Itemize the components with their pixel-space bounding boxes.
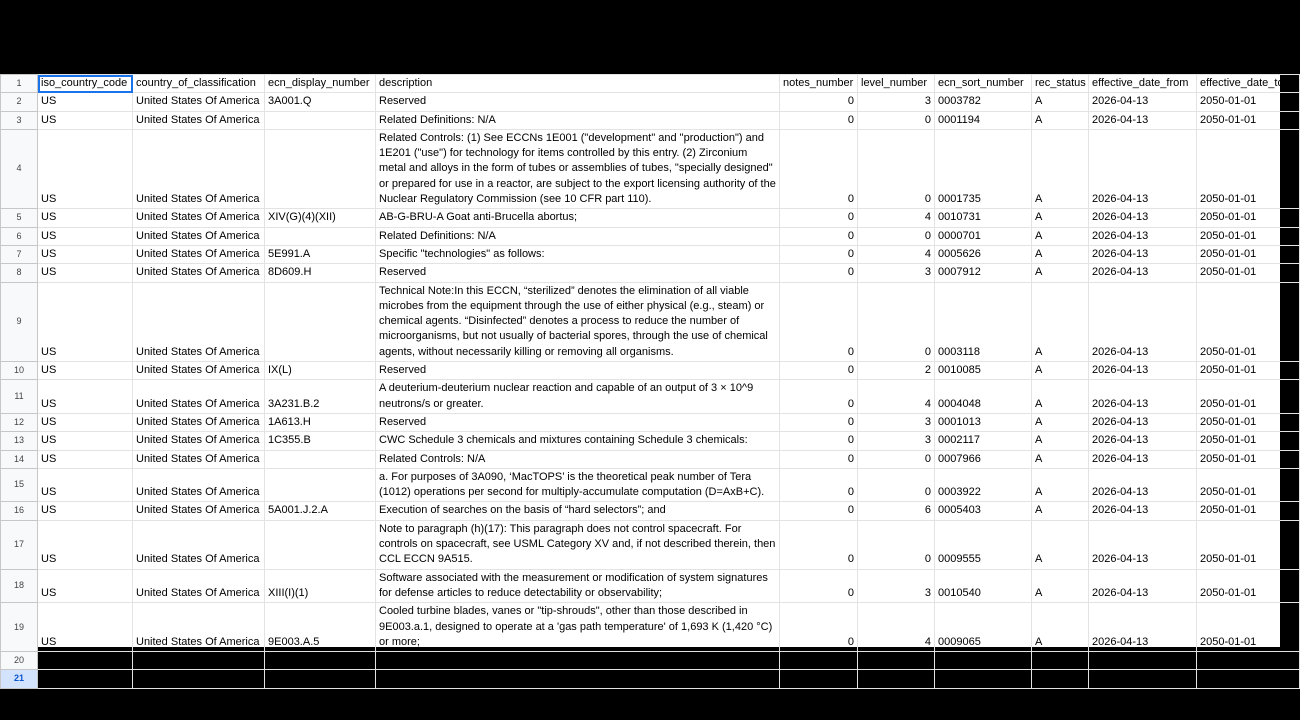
cell-notes-number[interactable]: 0 (780, 264, 858, 282)
cell-description[interactable]: Reserved (376, 652, 780, 670)
cell-level-number[interactable]: 0 (858, 450, 935, 468)
cell-country-of-classification[interactable]: United States Of America (133, 520, 265, 569)
cell-level-number[interactable]: 6 (858, 502, 935, 520)
cell-country-of-classification[interactable]: United States Of America (133, 209, 265, 227)
cell-ecn-sort-number[interactable]: 0001735 (935, 129, 1032, 208)
cell-effective-date-to[interactable]: 2050-01-01 (1197, 603, 1300, 652)
table-row (1, 569, 1300, 603)
cell-iso-country-code[interactable]: US (38, 502, 133, 520)
data-table (0, 74, 1300, 689)
cell-notes-number[interactable]: 0 (780, 129, 858, 208)
cell-description[interactable]: Related Definitions: N/A (376, 111, 780, 129)
cell-notes-number[interactable]: 0 (780, 282, 858, 361)
cell-effective-date-to[interactable]: 2050-01-01 (1197, 502, 1300, 520)
table-row (1, 111, 1300, 129)
cell-ecn-display-number[interactable]: 3A001.Q (265, 93, 376, 111)
cell-level-number[interactable]: 0 (858, 129, 935, 208)
header-cell[interactable]: ecn_sort_number (935, 75, 1032, 93)
cell-notes-number[interactable]: 0 (780, 245, 858, 263)
row-header[interactable]: 2 (1, 93, 38, 111)
row-header[interactable]: 15 (1, 468, 38, 502)
cell-ecn-display-number[interactable]: 1A613.H (265, 413, 376, 431)
cell-effective-date-from[interactable]: 2026-04-13 (1089, 111, 1197, 129)
cell-ecn-display-number[interactable]: 1B608.H (265, 652, 376, 670)
cell-ecn-display-number[interactable] (265, 450, 376, 468)
cell-effective-date-to[interactable]: 2050-01-01 (1197, 520, 1300, 569)
cell-iso-country-code[interactable]: US (38, 468, 133, 502)
header-row (1, 75, 1300, 93)
cell-notes-number[interactable]: 0 (780, 227, 858, 245)
cell-level-number[interactable]: 0 (858, 111, 935, 129)
table-row (1, 603, 1300, 652)
cell-effective-date-to[interactable]: 2050-01-01 (1197, 245, 1300, 263)
header-cell[interactable]: effective_date_to (1197, 75, 1300, 93)
table-row (1, 502, 1300, 520)
cell-rec-status[interactable]: A (1032, 502, 1089, 520)
cell-level-number[interactable]: 4 (858, 245, 935, 263)
cell-ecn-sort-number[interactable]: 0001013 (935, 413, 1032, 431)
cell-notes-number[interactable]: 0 (780, 413, 858, 431)
cell-notes-number[interactable]: 0 (780, 450, 858, 468)
header-cell[interactable]: iso_country_code (38, 75, 133, 93)
cell-iso-country-code[interactable]: US (38, 209, 133, 227)
cell-effective-date-from[interactable]: 2026-04-13 (1089, 380, 1197, 414)
cell-rec-status[interactable]: A (1032, 569, 1089, 603)
cell-ecn-display-number[interactable]: IX(L) (265, 362, 376, 380)
cell-ecn-sort-number[interactable]: 0010731 (935, 209, 1032, 227)
table-row (1, 380, 1300, 414)
cell-iso-country-code[interactable]: US (38, 670, 133, 688)
cell-country-of-classification[interactable]: United States Of America (133, 450, 265, 468)
cell-description[interactable]: Related Controls: (1) See ECCNs 1E001 ("development" and "production") and 1E201 ("use") for technology for items controlled by this entry. (2) Zirconium metal and alloys in the form of tubes or assemblies of tubes, "specially designed" or prepared for use in a reactor, are subject to the export licensing authority of the Nuclear Regulatory Commission (see 10 CFR part 110). (376, 129, 780, 208)
cell-effective-date-to[interactable]: 2050-01-01 (1197, 380, 1300, 414)
cell-level-number[interactable]: 6 (858, 670, 935, 688)
cell-ecn-sort-number[interactable]: 0010540 (935, 569, 1032, 603)
cell-ecn-sort-number[interactable]: 0005626 (935, 245, 1032, 263)
cell-description[interactable]: Cooled turbine blades, vanes or "tip-shrouds", other than those described in 9E003.a.1, designed to operate at a 'gas path temperature' of 1,693 K (1,420 °C) or more; (376, 603, 780, 652)
cell-rec-status[interactable]: A (1032, 520, 1089, 569)
cell-effective-date-from[interactable]: 2026-04-13 (1089, 129, 1197, 208)
cell-ecn-display-number[interactable]: 5E991.A (265, 245, 376, 263)
row-header[interactable]: 7 (1, 245, 38, 263)
cell-notes-number[interactable]: 0 (780, 93, 858, 111)
row-header[interactable]: 11 (1, 380, 38, 414)
cell-ecn-sort-number[interactable]: 0007912 (935, 264, 1032, 282)
cell-description[interactable]: Related Definitions: N/A (376, 227, 780, 245)
cell-rec-status[interactable]: A (1032, 227, 1089, 245)
cell-effective-date-to[interactable]: 2050-01-01 (1197, 432, 1300, 450)
cell-rec-status[interactable]: A (1032, 670, 1089, 688)
cell-ecn-display-number[interactable]: XIII(I)(1) (265, 569, 376, 603)
cell-effective-date-to[interactable]: 2050-01-01 (1197, 93, 1300, 111)
cell-country-of-classification[interactable]: United States Of America (133, 362, 265, 380)
cell-iso-country-code[interactable]: US (38, 380, 133, 414)
cell-effective-date-to[interactable]: 2050-01-01 (1197, 670, 1300, 688)
cell-rec-status[interactable]: A (1032, 362, 1089, 380)
cell-country-of-classification[interactable]: United States Of America (133, 282, 265, 361)
cell-effective-date-from[interactable]: 2026-04-13 (1089, 569, 1197, 603)
cell-ecn-sort-number[interactable]: 0009555 (935, 520, 1032, 569)
cell-level-number[interactable]: 2 (858, 362, 935, 380)
cell-notes-number[interactable]: 0 (780, 432, 858, 450)
cell-iso-country-code[interactable]: US (38, 569, 133, 603)
row-header[interactable]: 19 (1, 603, 38, 652)
cell-effective-date-from[interactable]: 2026-04-13 (1089, 432, 1197, 450)
cell-description[interactable]: AB-G-BRU-A Goat anti-Brucella abortus; (376, 209, 780, 227)
cell-effective-date-from[interactable]: 2026-04-13 (1089, 264, 1197, 282)
cell-iso-country-code[interactable]: US (38, 111, 133, 129)
cell-rec-status[interactable]: A (1032, 603, 1089, 652)
header-cell[interactable]: effective_date_from (1089, 75, 1197, 93)
cell-level-number[interactable]: 3 (858, 264, 935, 282)
cell-effective-date-to[interactable]: 2050-01-01 (1197, 129, 1300, 208)
row-header[interactable]: 5 (1, 209, 38, 227)
table-row (1, 432, 1300, 450)
cell-ecn-display-number[interactable] (265, 282, 376, 361)
cell-effective-date-from[interactable]: 2026-04-13 (1089, 413, 1197, 431)
cell-level-number[interactable]: 0 (858, 468, 935, 502)
row-header[interactable]: 16 (1, 502, 38, 520)
cell-effective-date-from[interactable]: 2026-04-13 (1089, 670, 1197, 688)
cell-ecn-sort-number[interactable]: 0005403 (935, 502, 1032, 520)
cell-country-of-classification[interactable]: United States Of America (133, 245, 265, 263)
cell-notes-number[interactable]: 0 (780, 652, 858, 670)
cell-notes-number[interactable]: 0 (780, 111, 858, 129)
table-row (1, 264, 1300, 282)
header-cell[interactable]: level_number (858, 75, 935, 93)
cell-effective-date-to[interactable]: 2050-01-01 (1197, 652, 1300, 670)
table-row (1, 468, 1300, 502)
cell-effective-date-to[interactable]: 2050-01-01 (1197, 282, 1300, 361)
cell-level-number[interactable]: 0 (858, 227, 935, 245)
header-cell[interactable]: ecn_display_number (265, 75, 376, 93)
row-header[interactable]: 9 (1, 282, 38, 361)
cell-effective-date-from[interactable]: 2026-04-13 (1089, 502, 1197, 520)
cell-effective-date-from[interactable]: 2026-04-13 (1089, 245, 1197, 263)
cell-country-of-classification[interactable]: United States Of America (133, 129, 265, 208)
cell-ecn-display-number[interactable]: XIV(G)(4)(XII) (265, 209, 376, 227)
table-row (1, 413, 1300, 431)
cell-rec-status[interactable]: A (1032, 413, 1089, 431)
table-row (1, 93, 1300, 111)
cell-notes-number[interactable]: 0 (780, 569, 858, 603)
cell-level-number[interactable]: 3 (858, 652, 935, 670)
cell-country-of-classification[interactable]: United States Of America (133, 432, 265, 450)
cell-effective-date-from[interactable]: 2026-04-13 (1089, 362, 1197, 380)
row-header[interactable]: 4 (1, 129, 38, 208)
cell-notes-number[interactable]: 0 (780, 209, 858, 227)
cell-iso-country-code[interactable]: US (38, 129, 133, 208)
cell-description[interactable]: CWC Schedule 3 chemicals and mixtures containing Schedule 3 chemicals: (376, 432, 780, 450)
cell-ecn-sort-number[interactable]: 0004048 (935, 380, 1032, 414)
cell-rec-status[interactable]: A (1032, 282, 1089, 361)
cell-effective-date-to[interactable]: 2050-01-01 (1197, 468, 1300, 502)
cell-description[interactable]: Related Controls: N/A (376, 450, 780, 468)
cell-country-of-classification[interactable]: United States Of America (133, 569, 265, 603)
cell-description[interactable]: A deuterium-deuterium nuclear reaction and capable of an output of 3 × 10^9 neutrons/s or greater. (376, 380, 780, 414)
cell-country-of-classification[interactable]: United States Of America (133, 111, 265, 129)
cell-iso-country-code[interactable]: US (38, 603, 133, 652)
cell-ecn-display-number[interactable]: 1C355.B (265, 432, 376, 450)
cell-iso-country-code[interactable]: US (38, 362, 133, 380)
cell-ecn-display-number[interactable] (265, 111, 376, 129)
cell-ecn-sort-number[interactable]: 0007966 (935, 450, 1032, 468)
cell-effective-date-to[interactable]: 2050-01-01 (1197, 111, 1300, 129)
cell-description[interactable]: Technical Note:In this ECCN, “sterilized” denotes the elimination of all viable microbes from the equipment through the use of either physical (e.g., steam) or chemical agents. “Disinfected” denotes a process to reduce the number of microorganisms, but not usually of bacterial spores, through the use of chemical agents, without necessarily killing or removing all organisms. (376, 282, 780, 361)
cell-iso-country-code[interactable]: US (38, 652, 133, 670)
cell-effective-date-from[interactable]: 2026-04-13 (1089, 209, 1197, 227)
table-row (1, 245, 1300, 263)
cell-effective-date-to[interactable]: 2050-01-01 (1197, 209, 1300, 227)
cell-ecn-display-number[interactable]: 9E003.A.5 (265, 603, 376, 652)
cell-description[interactable]: Reserved (376, 93, 780, 111)
cell-ecn-sort-number[interactable]: 0000701 (935, 227, 1032, 245)
cell-rec-status[interactable]: A (1032, 380, 1089, 414)
cell-iso-country-code[interactable]: US (38, 450, 133, 468)
cell-description[interactable]: Reserved (376, 362, 780, 380)
cell-effective-date-from[interactable]: 2026-04-13 (1089, 93, 1197, 111)
cell-effective-date-from[interactable]: 2026-04-13 (1089, 227, 1197, 245)
cell-effective-date-to[interactable]: 2050-01-01 (1197, 264, 1300, 282)
cell-rec-status[interactable]: A (1032, 264, 1089, 282)
cell-notes-number[interactable]: 0 (780, 520, 858, 569)
cell-level-number[interactable]: 3 (858, 432, 935, 450)
cell-rec-status[interactable]: A (1032, 450, 1089, 468)
cell-effective-date-from[interactable]: 2026-04-13 (1089, 468, 1197, 502)
cell-rec-status[interactable]: A (1032, 652, 1089, 670)
table-row (1, 450, 1300, 468)
cell-notes-number[interactable]: 0 (780, 380, 858, 414)
cell-iso-country-code[interactable]: US (38, 264, 133, 282)
cell-level-number[interactable]: 3 (858, 569, 935, 603)
cell-ecn-sort-number[interactable]: 0001194 (935, 111, 1032, 129)
header-cell[interactable]: description (376, 75, 780, 93)
cell-description[interactable]: Software associated with the measurement or modification of system signatures for defense articles to reduce detectability or observability; (376, 569, 780, 603)
cell-description[interactable]: Employing wavelength division multiplexing techniques; or (376, 670, 780, 688)
cell-effective-date-from[interactable]: 2026-04-13 (1089, 282, 1197, 361)
cell-description[interactable]: Specific "technologies" as follows: (376, 245, 780, 263)
row-header[interactable]: 3 (1, 111, 38, 129)
row-header[interactable]: 20 (1, 652, 38, 670)
cell-ecn-sort-number[interactable]: 0001247 (935, 652, 1032, 670)
cell-iso-country-code[interactable]: US (38, 282, 133, 361)
header-cell[interactable]: notes_number (780, 75, 858, 93)
table-row (1, 362, 1300, 380)
cell-level-number[interactable]: 4 (858, 380, 935, 414)
cell-notes-number[interactable]: 0 (780, 502, 858, 520)
cell-rec-status[interactable]: A (1032, 209, 1089, 227)
table-row (1, 652, 1300, 670)
row-header[interactable]: 10 (1, 362, 38, 380)
row-header[interactable]: 12 (1, 413, 38, 431)
cell-ecn-display-number[interactable]: 5A991.B.5.D (265, 670, 376, 688)
cell-ecn-sort-number[interactable]: 0003782 (935, 93, 1032, 111)
cell-country-of-classification[interactable]: United States Of America (133, 603, 265, 652)
cell-description[interactable]: Reserved (376, 264, 780, 282)
cell-rec-status[interactable]: A (1032, 93, 1089, 111)
cell-notes-number[interactable]: 0 (780, 603, 858, 652)
row-header[interactable]: 8 (1, 264, 38, 282)
header-cell[interactable]: country_of_classification (133, 75, 265, 93)
cell-ecn-display-number[interactable] (265, 227, 376, 245)
cell-level-number[interactable]: 3 (858, 413, 935, 431)
cell-effective-date-from[interactable]: 2026-04-13 (1089, 652, 1197, 670)
cell-ecn-sort-number[interactable]: 0010085 (935, 362, 1032, 380)
cell-ecn-sort-number[interactable]: 0002117 (935, 432, 1032, 450)
cell-level-number[interactable]: 0 (858, 282, 935, 361)
cell-ecn-display-number[interactable]: 3A231.B.2 (265, 380, 376, 414)
cell-ecn-sort-number[interactable]: 0005456 (935, 670, 1032, 688)
table-row (1, 129, 1300, 208)
cell-iso-country-code[interactable]: US (38, 227, 133, 245)
cell-country-of-classification[interactable]: United States Of America (133, 652, 265, 670)
cell-ecn-display-number[interactable]: 8D609.H (265, 264, 376, 282)
row-header[interactable]: 6 (1, 227, 38, 245)
table-row (1, 209, 1300, 227)
cell-ecn-sort-number[interactable]: 0003118 (935, 282, 1032, 361)
cell-effective-date-to[interactable]: 2050-01-01 (1197, 450, 1300, 468)
table-row (1, 670, 1300, 688)
cell-notes-number[interactable]: 0 (780, 362, 858, 380)
cell-effective-date-to[interactable]: 2050-01-01 (1197, 227, 1300, 245)
cell-rec-status[interactable]: A (1032, 129, 1089, 208)
cell-country-of-classification[interactable]: United States Of America (133, 670, 265, 688)
cell-country-of-classification[interactable]: United States Of America (133, 380, 265, 414)
cell-iso-country-code[interactable]: US (38, 432, 133, 450)
row-header[interactable]: 13 (1, 432, 38, 450)
cell-effective-date-from[interactable]: 2026-04-13 (1089, 450, 1197, 468)
cell-effective-date-from[interactable]: 2026-04-13 (1089, 603, 1197, 652)
cell-description[interactable]: Execution of searches on the basis of “hard selectors”; and (376, 502, 780, 520)
cell-level-number[interactable]: 4 (858, 209, 935, 227)
cell-level-number[interactable]: 3 (858, 93, 935, 111)
cell-rec-status[interactable]: A (1032, 111, 1089, 129)
cell-country-of-classification[interactable]: United States Of America (133, 413, 265, 431)
row-header[interactable]: 18 (1, 569, 38, 603)
cell-effective-date-to[interactable]: 2050-01-01 (1197, 413, 1300, 431)
table-row (1, 520, 1300, 569)
cell-country-of-classification[interactable]: United States Of America (133, 502, 265, 520)
cell-description[interactable]: Note to paragraph (h)(17): This paragraph does not control spacecraft. For controls on spacecraft, see USML Category XV and, if not described therein, then CCL ECCN 9A515. (376, 520, 780, 569)
cell-country-of-classification[interactable]: United States Of America (133, 227, 265, 245)
cell-ecn-display-number[interactable] (265, 520, 376, 569)
cell-level-number[interactable]: 0 (858, 520, 935, 569)
table-row (1, 282, 1300, 361)
header-cell[interactable]: rec_status (1032, 75, 1089, 93)
cell-ecn-sort-number[interactable]: 0009065 (935, 603, 1032, 652)
cell-rec-status[interactable]: A (1032, 432, 1089, 450)
cell-effective-date-to[interactable]: 2050-01-01 (1197, 362, 1300, 380)
cell-country-of-classification[interactable]: United States Of America (133, 468, 265, 502)
spreadsheet-grid (0, 74, 1284, 685)
cell-country-of-classification[interactable]: United States Of America (133, 264, 265, 282)
cell-ecn-sort-number[interactable]: 0003922 (935, 468, 1032, 502)
cell-effective-date-from[interactable]: 2026-04-13 (1089, 520, 1197, 569)
cell-iso-country-code[interactable]: US (38, 520, 133, 569)
row-header[interactable]: 14 (1, 450, 38, 468)
row-header[interactable]: 21 (1, 670, 38, 688)
cell-rec-status[interactable]: A (1032, 245, 1089, 263)
cell-effective-date-to[interactable]: 2050-01-01 (1197, 569, 1300, 603)
cell-iso-country-code[interactable]: US (38, 245, 133, 263)
cell-notes-number[interactable]: 0 (780, 468, 858, 502)
table-row (1, 227, 1300, 245)
row-header[interactable]: 1 (1, 75, 38, 93)
cell-ecn-display-number[interactable] (265, 468, 376, 502)
cell-notes-number[interactable]: 0 (780, 670, 858, 688)
cell-country-of-classification[interactable]: United States Of America (133, 93, 265, 111)
row-header[interactable]: 17 (1, 520, 38, 569)
cell-level-number[interactable]: 4 (858, 603, 935, 652)
cell-description[interactable]: a. For purposes of 3A090, ‘MacTOPS’ is the theoretical peak number of Tera (1012) operations per second for multiply-accumulate computation (D=AxB+C). (376, 468, 780, 502)
cell-iso-country-code[interactable]: US (38, 93, 133, 111)
cell-description[interactable]: Reserved (376, 413, 780, 431)
cell-iso-country-code[interactable]: US (38, 413, 133, 431)
cell-rec-status[interactable]: A (1032, 468, 1089, 502)
cell-ecn-display-number[interactable] (265, 129, 376, 208)
cell-ecn-display-number[interactable]: 5A001.J.2.A (265, 502, 376, 520)
